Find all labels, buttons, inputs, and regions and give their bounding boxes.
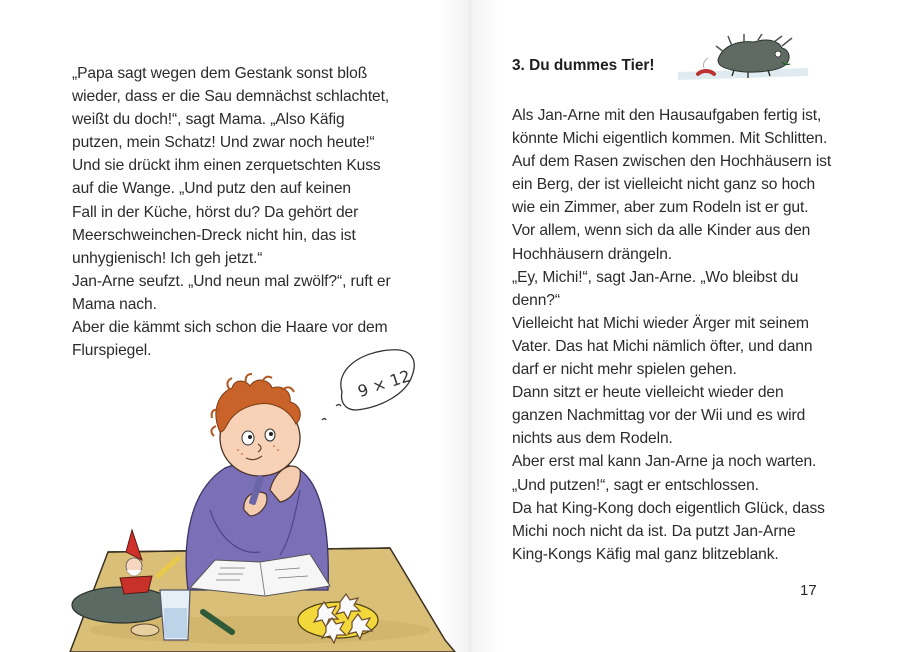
text-line: darf er nicht mehr spielen gehen. <box>512 361 737 379</box>
text-line: Mama nach. <box>72 295 157 313</box>
text-line: wie ein Zimmer, aber zum Rodeln ist er gut. <box>512 199 809 217</box>
text-line: könnte Michi eigentlich kommen. Mit Schlitten. <box>512 130 828 148</box>
right-page <box>460 0 920 652</box>
text-line: putzen, mein Schatz! Und zwar noch heute!“ <box>72 134 375 152</box>
text-line: ganzen Nachmittag vor der Wii und es wird <box>512 407 806 425</box>
text-line: Da hat King-Kong doch eigentlich Glück, dass <box>512 499 825 517</box>
text-line: Aber die kämmt sich schon die Haare vor dem <box>72 319 388 337</box>
guinea-pig-illustration <box>678 34 808 84</box>
text-line: Auf dem Rasen zwischen den Hochhäusern ist <box>512 153 832 171</box>
text-line: nichts aus dem Rodeln. <box>512 430 673 448</box>
text-line: Flurspiegel. <box>72 342 152 360</box>
text-line: Vater. Das hat Michi nämlich öfter, und dann <box>512 337 813 355</box>
text-line: Und sie drückt ihm einen zerquetschten Kuss <box>72 157 381 175</box>
page-number: 17 <box>800 582 817 599</box>
text-line: wieder, dass er die Sau demnächst schlachtet, <box>72 88 390 106</box>
text-line: auf die Wange. „Und putz den auf keinen <box>72 180 351 198</box>
left-page-text <box>72 62 391 362</box>
text-line: Dann sitzt er heute vielleicht wieder den <box>512 384 784 402</box>
text-line: unhygienisch! Ich geh jetzt.“ <box>72 249 263 267</box>
text-line: King-Kongs Käfig mal ganz blitzeblank. <box>512 545 779 563</box>
boy-at-table-illustration <box>60 340 460 652</box>
text-line: ein Berg, der ist vielleicht nicht ganz so hoch <box>512 176 816 194</box>
text-line: „Papa sagt wegen dem Gestank sonst bloß <box>72 65 368 82</box>
text-line: Als Jan-Arne mit den Hausaufgaben fertig ist, <box>512 107 822 124</box>
text-line: Michi noch nicht da ist. Da putzt Jan-Arne <box>512 522 796 540</box>
text-line: Fall in der Küche, hörst du? Da gehört der <box>72 203 359 221</box>
text-line: „Und putzen!“, sagt er entschlossen. <box>512 476 759 494</box>
right-page-text <box>512 104 831 566</box>
text-line: Hochhäusern drängeln. <box>512 245 673 263</box>
text-line: Aber erst mal kann Jan-Arne ja noch warten. <box>512 453 817 471</box>
text-line: weißt du doch!“, sagt Mama. „Also Käfig <box>72 111 345 129</box>
text-line: denn?“ <box>512 291 560 309</box>
text-line: Vielleicht hat Michi wieder Ärger mit seinem <box>512 314 809 332</box>
svg-text:9 × 12: 9 × 12 <box>355 366 413 402</box>
text-line: Vor allem, wenn sich da alle Kinder aus den <box>512 222 811 240</box>
text-line: „Ey, Michi!“, sagt Jan-Arne. „Wo bleibst du <box>512 268 799 286</box>
text-line: Meerschweinchen-Dreck nicht hin, das ist <box>72 226 356 244</box>
chapter-title: 3. Du dummes Tier! <box>512 57 655 74</box>
thought-bubble-icon <box>322 350 414 420</box>
text-line: Jan-Arne seufzt. „Und neun mal zwölf?“, ruft er <box>72 272 391 290</box>
